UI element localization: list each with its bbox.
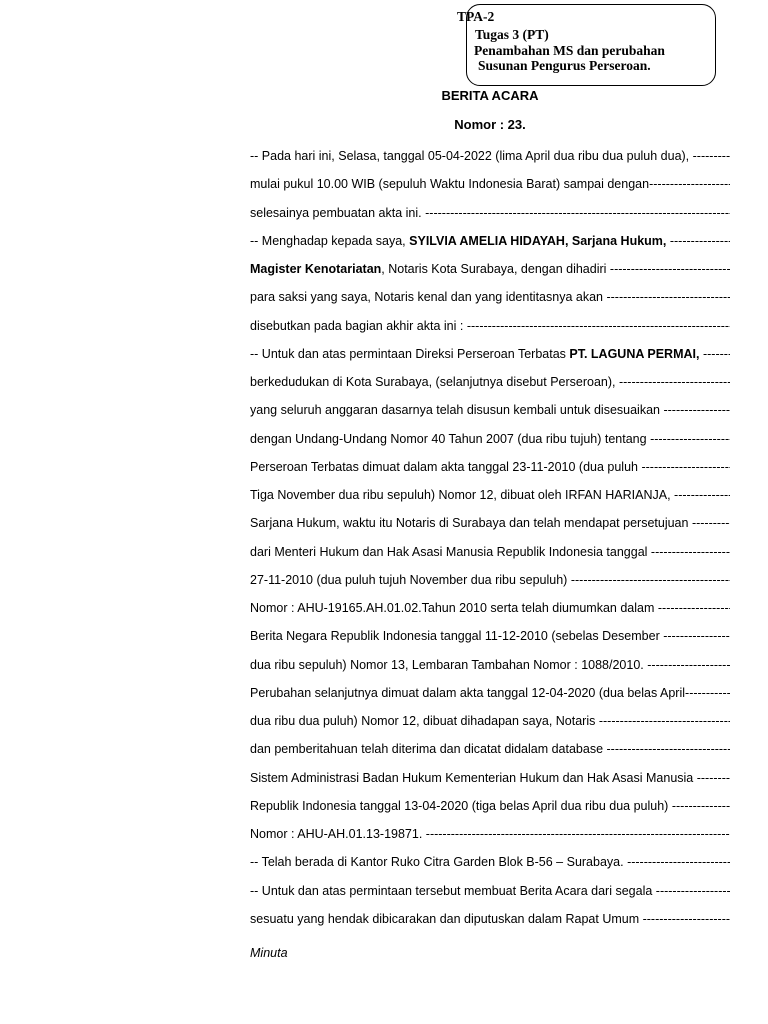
body-line-post: , Notaris Kota Surabaya, dengan dihadiri [381, 262, 610, 276]
body-line [250, 509, 730, 537]
body-line [250, 199, 730, 227]
body-line-pre: yang seluruh anggaran dasarnya telah disusun kembali untuk disesuaikan [250, 403, 664, 418]
body-line [250, 255, 730, 283]
assignment-label: Tugas 3 (PT) [475, 27, 549, 42]
body-line [250, 820, 730, 848]
document-title: BERITA ACARA [441, 88, 539, 103]
document-code: TPA-2 [457, 9, 495, 24]
body-line-pre: 27-11-2010 (dua puluh tujuh November dua ribu sepuluh) [250, 572, 571, 587]
body-line-pre: Perseroan Terbatas dimuat dalam akta tanggal 23-11-2010 (dua puluh [250, 459, 642, 474]
document-body [250, 142, 730, 933]
body-line [250, 735, 730, 763]
body-line-bold: Magister Kenotariatan [250, 262, 382, 276]
header-box-text [474, 27, 665, 74]
body-line [250, 848, 730, 876]
body-line-pre: Nomor : AHU-19165.AH.01.02.Tahun 2010 serta telah diumumkan dalam [250, 601, 658, 615]
body-line-pre: Republik Indonesia tanggal 13-04-2020 (tiga belas April dua ribu dua puluh) [250, 798, 672, 813]
body-line-pre: dengan Undang-Undang Nomor 40 Tahun 2007 (dua ribu tujuh) tentang [250, 431, 651, 446]
body-line-pre: -- Untuk dan atas permintaan Direksi Perseroan Terbatas [250, 346, 570, 361]
body-line [250, 481, 730, 509]
body-line-pre: -- Telah berada di Kantor Ruko Citra Garden Blok B-56 – Surabaya. [250, 855, 628, 870]
body-line-post [699, 347, 702, 361]
footer-label: Minuta [250, 946, 288, 960]
body-line [250, 312, 730, 340]
body-line [250, 707, 730, 735]
body-line [250, 651, 730, 679]
body-line-pre: mulai pukul 10.00 WIB (sepuluh Waktu Indonesia Barat) sampai dengan [250, 177, 650, 192]
body-line-pre: berkedudukan di Kota Surabaya, (selanjutnya disebut Perseroan), [250, 375, 619, 389]
body-line-pre: selesainya pembuatan akta ini. [250, 205, 426, 220]
body-line-pre: Perubahan selanjutnya dimuat dalam akta tanggal 12-04-2020 (dua belas April [250, 685, 686, 700]
body-line-pre: -- Pada hari ini, Selasa, tanggal 05-04-2022 (lima April dua ribu dua puluh dua), [250, 149, 693, 163]
body-line-pre: Sistem Administrasi Badan Hukum Kementerian Hukum dan Hak Asasi Manusia [250, 770, 697, 785]
body-line-pre: -- Menghadap kepada saya, [250, 233, 410, 248]
body-line [250, 142, 730, 170]
body-line-pre: Berita Negara Republik Indonesia tanggal 11-12-2010 (sebelas Desember [250, 629, 664, 644]
assignment-subject-cont: Susunan Pengurus Perseroan. [478, 58, 651, 73]
body-line [250, 425, 730, 453]
document-number: Nomor : 23. [454, 117, 526, 132]
body-line-pre: dari Menteri Hukum dan Hak Asasi Manusia Republik Indonesia tanggal [250, 544, 651, 559]
body-line-pre: dua ribu dua puluh) Nomor 12, dibuat dihadapan saya, Notaris [250, 714, 599, 728]
body-line [250, 396, 730, 424]
body-line-bold: SYILVIA AMELIA HIDAYAH, Sarjana Hukum, [409, 233, 667, 248]
body-line-pre: Tiga November dua ribu sepuluh) Nomor 12, dibuat oleh IRFAN HARIANJA, [250, 488, 675, 502]
assignment-subject: Penambahan MS dan perubahan [474, 42, 665, 58]
body-line-pre: sesuatu yang hendak dibicarakan dan diputuskan dalam Rapat Umum [250, 911, 643, 926]
body-line [250, 905, 730, 933]
body-line [250, 227, 730, 255]
body-line-pre: -- Untuk dan atas permintaan tersebut membuat Berita Acara dari segala [250, 883, 656, 898]
body-line-post [666, 234, 669, 248]
body-line-pre: Sarjana Hukum, waktu itu Notaris di Surabaya dan telah mendapat persetujuan [250, 516, 692, 531]
body-line [250, 764, 730, 792]
body-line [250, 283, 730, 311]
body-line [250, 538, 730, 566]
body-line [250, 877, 730, 905]
body-line [250, 792, 730, 820]
body-line [250, 368, 730, 396]
body-line-bold: PT. LAGUNA PERMAI, [569, 346, 700, 361]
body-line [250, 679, 730, 707]
body-line-pre: disebutkan pada bagian akhir akta ini : [250, 318, 467, 333]
body-line [250, 622, 730, 650]
body-line-pre: dua ribu sepuluh) Nomor 13, Lembaran Tambahan Nomor : 1088/2010. [250, 657, 648, 672]
body-line-pre: Nomor : AHU-AH.01.13-19871. [250, 827, 426, 841]
body-line [250, 566, 730, 594]
body-line [250, 170, 730, 198]
body-line-pre: para saksi yang saya, Notaris kenal dan yang identitasnya akan [250, 290, 607, 305]
body-line-pre: dan pemberitahuan telah diterima dan dicatat didalam database [250, 742, 607, 757]
body-line [250, 594, 730, 622]
body-line [250, 340, 730, 368]
body-line [250, 453, 730, 481]
